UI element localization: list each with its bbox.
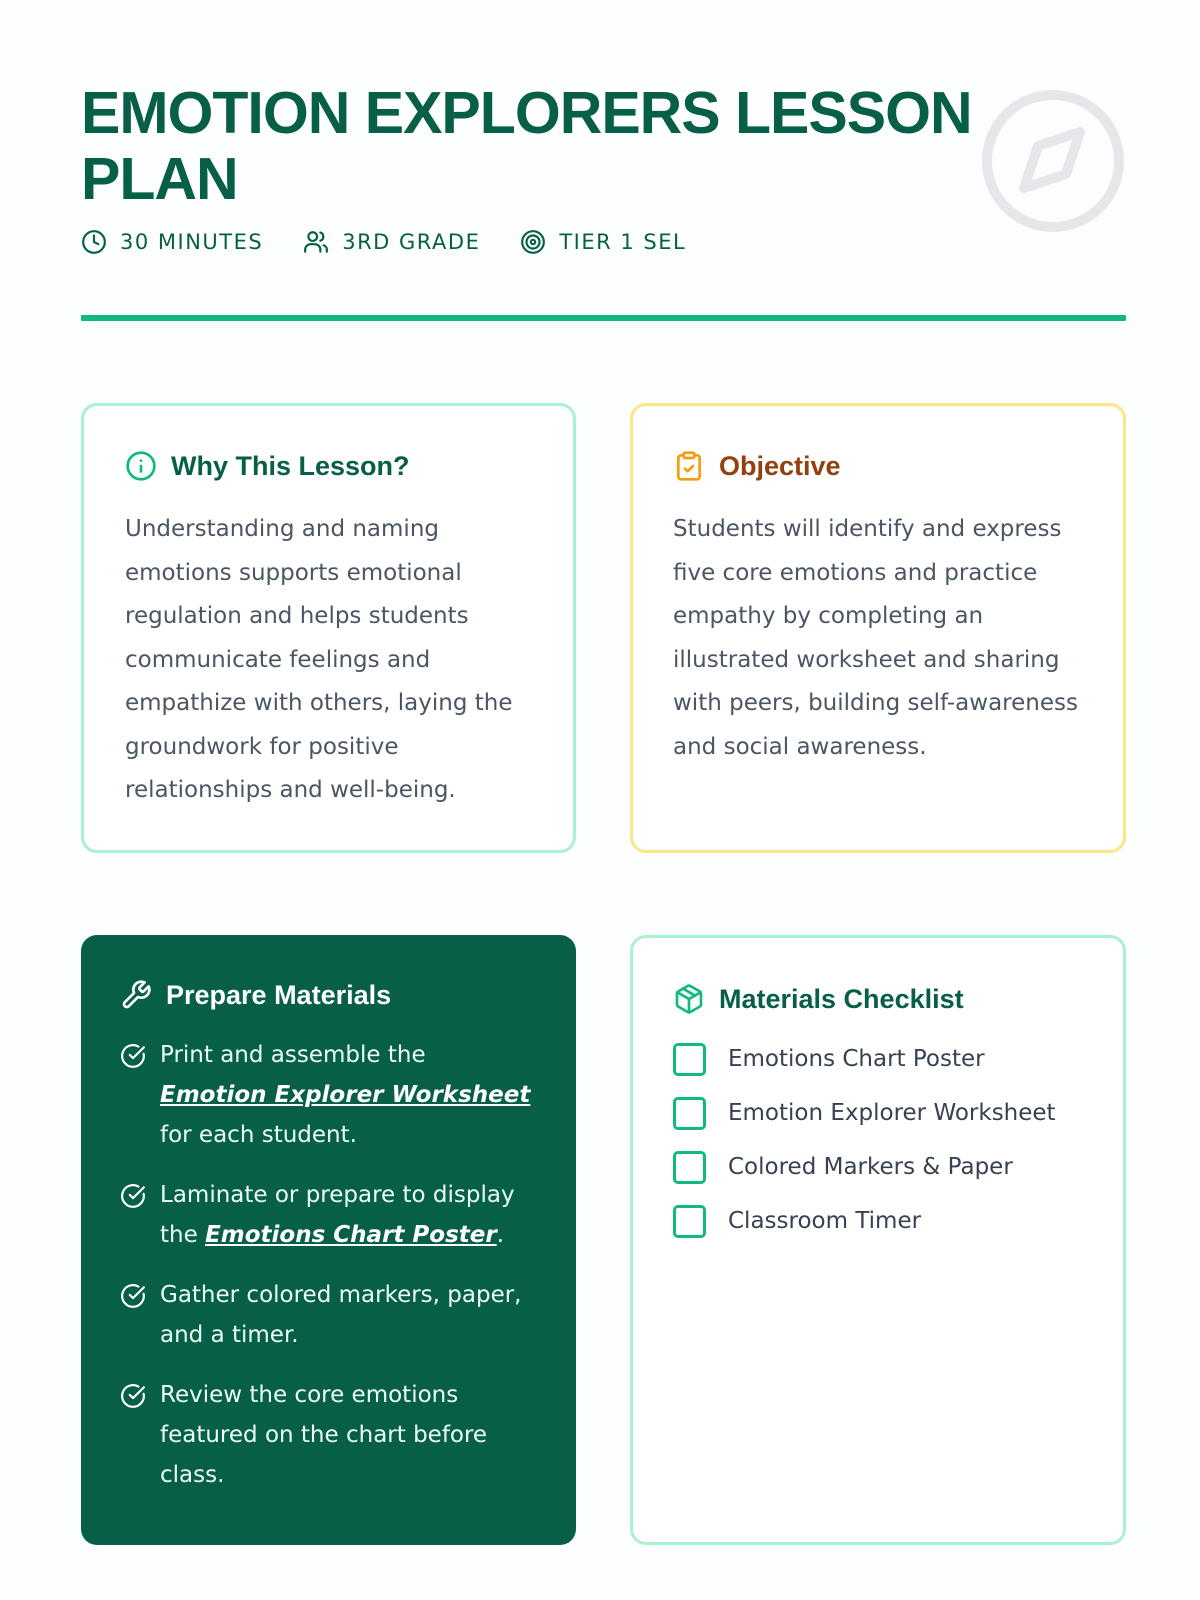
check-circle-icon — [120, 1383, 146, 1409]
box-icon — [673, 983, 705, 1015]
wrench-icon — [120, 979, 152, 1011]
list-item — [120, 1175, 536, 1255]
users-icon — [303, 229, 329, 255]
prepare-card-header — [120, 977, 536, 1013]
objective-card-header — [673, 448, 1083, 484]
prepare-item-text-after: . — [496, 1222, 505, 1248]
why-card-title: Why This Lesson? — [171, 451, 410, 481]
why-card-body: Understanding and naming emotions supports emotional regulation and helps students communicate feelings and empathize with others, laying the groundwork for positive relationships and well-being. — [125, 516, 513, 803]
list-item — [673, 1203, 1083, 1239]
info-icon — [125, 450, 157, 482]
page-header — [81, 80, 1126, 320]
checklist-card — [630, 935, 1126, 1545]
compass-icon — [978, 86, 1128, 236]
checklist-card-title: Materials Checklist — [719, 984, 964, 1014]
list-item — [673, 1149, 1083, 1185]
meta-grade — [303, 229, 480, 255]
prepare-card-title: Prepare Materials — [166, 980, 392, 1010]
worksheet-link[interactable]: Emotion Explorer Worksheet — [160, 1082, 531, 1108]
meta-tier — [520, 229, 686, 255]
prepare-item-text: Gather colored markers, paper, and a timer. — [160, 1282, 522, 1348]
list-item — [673, 1095, 1083, 1131]
checklist-card-header — [673, 981, 1083, 1017]
prepare-item-text — [160, 1035, 536, 1155]
meta-tier-label: TIER 1 SEL — [559, 230, 687, 254]
list-item — [120, 1035, 536, 1155]
prepare-item-text: Review the core emotions featured on the chart before class. — [160, 1382, 488, 1488]
prepare-item-text-before: Laminate or prepare to display the — [160, 1182, 515, 1248]
list-item — [120, 1375, 536, 1495]
list-item — [673, 1041, 1083, 1077]
clock-icon — [81, 229, 107, 255]
prepare-item-text-after: for each student. — [160, 1122, 357, 1148]
checkbox-emotion-explorer-worksheet[interactable] — [673, 1097, 706, 1130]
target-icon — [520, 229, 546, 255]
meta-duration-label: 30 MINUTES — [120, 230, 264, 254]
lesson-meta — [81, 227, 726, 257]
checklist-item-label: Classroom Timer — [728, 1208, 922, 1234]
clipboard-check-icon — [673, 450, 705, 482]
prepare-list — [120, 1035, 536, 1495]
lesson-plan-page — [81, 0, 1126, 1600]
list-item — [120, 1275, 536, 1355]
prepare-item-text — [160, 1175, 536, 1255]
prepare-item-text-before: Print and assemble the — [160, 1042, 426, 1068]
check-circle-icon — [120, 1043, 146, 1069]
why-card — [81, 403, 576, 853]
objective-card-body: Students will identify and express five core emotions and practice empathy by completing an illustrated worksheet and sharing with peers, building self-awareness and social awareness. — [673, 516, 1078, 760]
meta-grade-label: 3RD GRADE — [342, 230, 481, 254]
check-circle-icon — [120, 1183, 146, 1209]
objective-card — [630, 403, 1126, 853]
check-circle-icon — [120, 1283, 146, 1309]
objective-card-title: Objective — [719, 451, 841, 481]
meta-duration — [81, 229, 263, 255]
checkbox-classroom-timer[interactable] — [673, 1205, 706, 1238]
checkbox-colored-markers-paper[interactable] — [673, 1151, 706, 1184]
why-card-header — [125, 448, 533, 484]
prepare-card — [81, 935, 576, 1545]
header-divider — [81, 315, 1126, 321]
materials-checklist — [673, 1041, 1083, 1239]
checklist-item-label: Emotion Explorer Worksheet — [728, 1100, 1056, 1126]
checklist-item-label: Emotions Chart Poster — [728, 1046, 985, 1072]
page-title: EMOTION EXPLORERS LESSON PLAN — [81, 80, 972, 212]
poster-link[interactable]: Emotions Chart Poster — [205, 1222, 497, 1248]
checkbox-emotions-chart-poster[interactable] — [673, 1043, 706, 1076]
checklist-item-label: Colored Markers & Paper — [728, 1154, 1013, 1180]
